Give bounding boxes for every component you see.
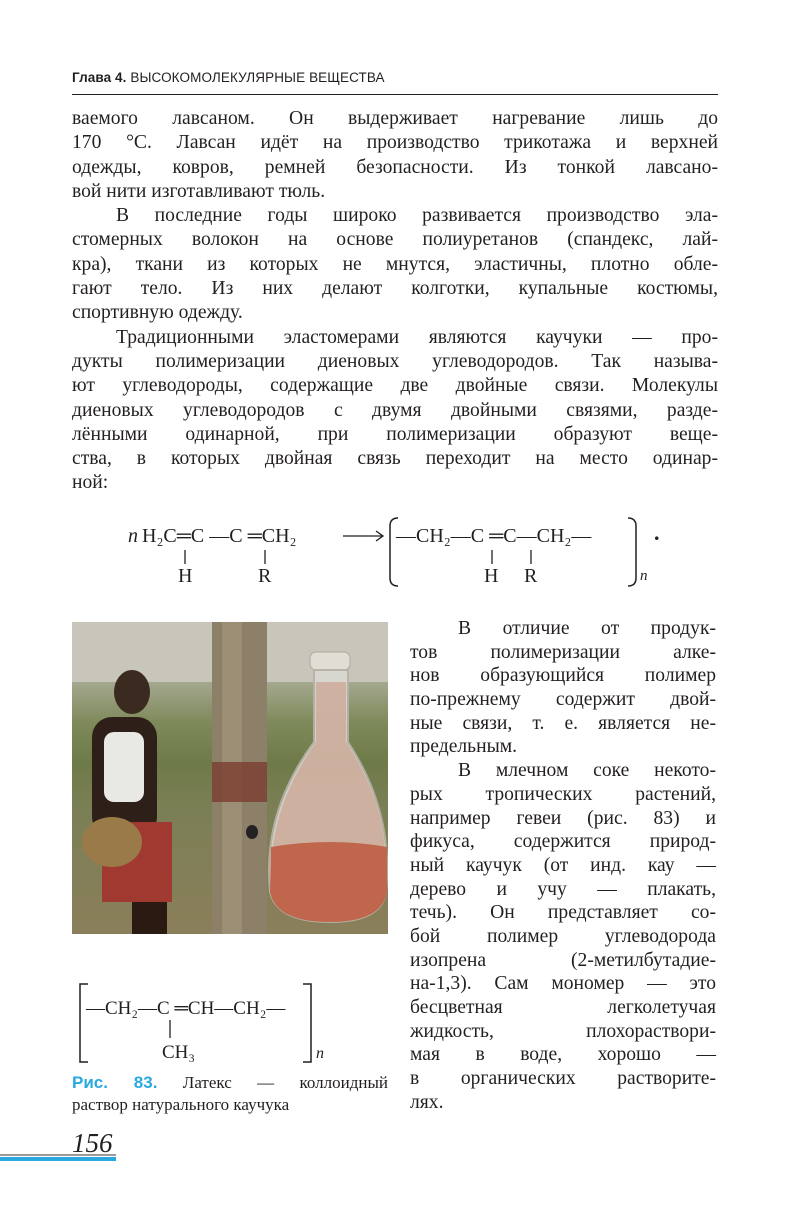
text-line: ваемого лавсаном. Он выдерживает нагревание лишь до (72, 108, 718, 129)
page-number: 156 (72, 1128, 113, 1158)
text-line: диеновых углеводородов с двумя двойными связями, разде- (72, 399, 718, 421)
arrow-icon (343, 531, 383, 541)
caption-text-2: раствор натурального каучука (72, 1095, 290, 1114)
text-line: лях. (410, 1091, 444, 1113)
eq-index: n (640, 568, 648, 584)
text-line: лёнными одинарной, при полимеризации образуют веще- (72, 423, 718, 445)
eq-reactant-sub-h: H (178, 565, 193, 587)
text-line: фикуса, содержится природ- (410, 831, 716, 853)
chapter-label: Глава 4. (72, 70, 127, 85)
eq-product: —CH₂—C ═C—CH₂— (396, 525, 592, 547)
text-line: В последние годы широко развивается производство эла- (116, 205, 718, 227)
text-line: Традиционными эластомерами являются каучуки — про- (116, 326, 718, 348)
text-line: 170 °С. Лавсан идёт на производство трикотажа и верхней (72, 132, 718, 154)
eq-product-sub-r: R (524, 565, 538, 587)
text-line: ют углеводороды, содержащие две двойные связи. Молекулы (72, 375, 718, 397)
isoprene-polymer-formula (70, 978, 340, 1068)
right-column-text (410, 617, 716, 1114)
text-line: мая в воде, хорошо — (410, 1044, 716, 1066)
text-line: дерево и учу — плакать, (410, 878, 716, 900)
text-line: одежды, ковров, ремней безопасности. Из тонкой лавсано- (72, 156, 718, 178)
formula-main: —CH₂—C ═CH—CH₂— (86, 998, 286, 1019)
eq-period: . (654, 520, 660, 545)
polymerization-equation (0, 500, 794, 600)
chapter-title: ВЫСОКОМОЛЕКУЛЯРНЫЕ ВЕЩЕСТВА (130, 70, 385, 85)
text-line: предельным. (410, 736, 518, 758)
text-line: вой нити изготавливают тюль. (72, 180, 326, 202)
eq-reactant-sub-r: R (258, 565, 272, 587)
text-line: ной: (72, 472, 109, 494)
text-line: кра), ткани из которых не мнутся, эластичны, плотно обле- (72, 253, 718, 275)
text-line: например гевеи (рис. 83) и (410, 807, 716, 829)
text-line: на-1,3). Сам мономер — это (410, 973, 716, 995)
text-line: стомерных волокон на основе полиуретанов (спандекс, лай- (72, 229, 718, 251)
text-line: В отличие от продук- (458, 618, 716, 639)
text-line: дукты полимеризации диеновых углеводородов. Так называ- (72, 350, 718, 372)
text-line: рых тропических растений, (410, 783, 716, 805)
main-text (72, 107, 718, 496)
text-line: тов полимеризации алке- (410, 641, 716, 663)
header-rule (72, 94, 718, 95)
formula-sub: CH₃ (162, 1042, 196, 1063)
text-line: жидкость, плохораствори- (410, 1020, 716, 1042)
caption-label: Рис. 83. (72, 1073, 158, 1092)
eq-reactant: H₂C═C —C ═CH₂ (142, 525, 297, 547)
running-header (72, 70, 718, 85)
text-line: ства, в которых двойная связь переходит на место одинар- (72, 448, 718, 470)
text-line: бесцветная легколетучая (410, 997, 716, 1018)
text-line: нов образующийся полимер (410, 665, 716, 687)
text-line: ный каучук (от инд. кау — (410, 854, 716, 876)
text-line: ные связи, т. е. является не- (410, 712, 716, 734)
figure-caption (72, 1072, 388, 1116)
eq-n: n (128, 525, 138, 547)
text-line: в органических растворите- (410, 1068, 716, 1090)
text-line: изопрена (2-метилбутадие- (410, 949, 716, 971)
latex-photo (72, 622, 388, 934)
text-line: бой полимер углеводорода (410, 925, 716, 947)
text-line: спортивную одежду. (72, 302, 243, 324)
text-line: по-прежнему содержит двой- (410, 689, 716, 711)
rubber-tree-and-flask-image (72, 622, 388, 934)
text-line: В млечном соке некото- (458, 760, 716, 782)
eq-product-sub-h: H (484, 565, 499, 587)
formula-index: n (316, 1045, 324, 1062)
caption-text: Латекс — коллоидный (182, 1073, 389, 1092)
bracket-right (628, 518, 636, 586)
text-line: течь). Он представляет со- (410, 902, 716, 924)
text-line: гают тело. Из них делают колготки, купальные костюмы, (72, 278, 718, 300)
